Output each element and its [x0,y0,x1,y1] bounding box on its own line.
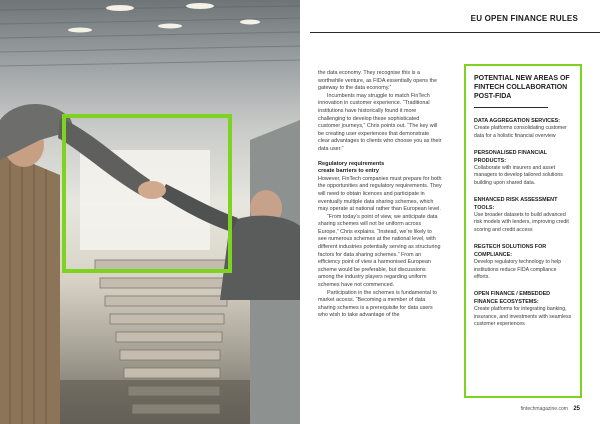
collaboration-sidebar [464,64,582,398]
sidebar-item-title: DATA AGGREGATION SERVICES: [474,118,561,124]
subheading-line: Regulatory requirements [318,160,385,167]
page-footer [521,406,580,412]
sidebar-title: POTENTIAL NEW AREAS OF FINTECH COLLABORATION POST-FIDA [474,75,570,100]
sidebar-item-data-aggregation [474,118,572,140]
article-paragraph: “From today’s point of view, we anticipate data sharing schemes will not be uniform across Europe,” Chris explains. “Instead, we’re likely to see numerous schemes at the national level, with different industries potentially serving as structuring factors for data sharing schemes.” From an efficiency point of view a harmonised European scheme would be preferable, but discussions among the industry players regarding uniform schemes have not commenced. [318,213,441,289]
article-column [318,70,442,320]
sidebar-item-embedded-finance [474,291,572,328]
sidebar-item-text: Use broader datasets to build advanced risk models with lenders, improving credit scoring and credit access [474,212,569,233]
sidebar-item-regtech [474,244,572,281]
article-paragraph: the data economy. They recognise this is a worthwhile venture, as FIDA essentially opens the gateway to the data economy.” [318,70,437,92]
article-paragraph: Incumbents may struggle to match FinTech innovation in customer experience. “Traditional institutions have historically found it more challenging to develop these sophisticated customer journeys,” Chris points out. “The key will be creating user experiences that demonstrate clear advantages to clients who choose you as their data user.” [318,92,442,152]
footer-site-link[interactable]: fintechmagazine.com [520,406,568,412]
page-number: 25 [573,406,580,412]
article-paragraph: However, FinTech companies must prepare for both the opportunities and regulatory requirements. They will need to obtain licences and participate in eventually multiple data sharing schemes, which may operate at national rather than European level. [318,175,442,213]
sidebar-item-text: Create platforms for integrating banking, insurance, and investments with seamless customer experiences [474,306,572,327]
sidebar-item-title: OPEN FINANCE / EMBEDDED FINANCE ECOSYSTEMS: [474,291,551,305]
article-paragraph: Participation in the schemes is fundamental to market access. “Becoming a member of data sharing schemes is a prerequisite for data users who wish to take advantage of the [318,289,437,319]
sidebar-item-title: ENHANCED RISK ASSESSMENT TOOLS: [474,197,558,211]
sidebar-item-text: Collaborate with insurers and asset managers to develop tailored solutions building upon shared data. [474,165,563,186]
sidebar-divider [474,107,548,108]
subheading-line: create barriers to entry [318,168,379,175]
sidebar-item-text: Develop regulatory technology to help institutions reduce FIDA compliance efforts. [474,259,562,280]
section-title: EU OPEN FINANCE RULES [470,14,578,23]
sidebar-item-text: Create platforms consolidating customer data for a holistic financial overview [474,125,567,139]
sidebar-item-risk-assessment [474,197,572,234]
sidebar-item-personalised-products [474,150,572,187]
sidebar-item-title: PERSONALISED FINANCIAL PRODUCTS: [474,150,547,164]
sidebar-item-title: REGTECH SOLUTIONS FOR COMPLIANCE: [474,244,547,258]
article-subheading [318,161,442,176]
header-divider [310,32,600,33]
